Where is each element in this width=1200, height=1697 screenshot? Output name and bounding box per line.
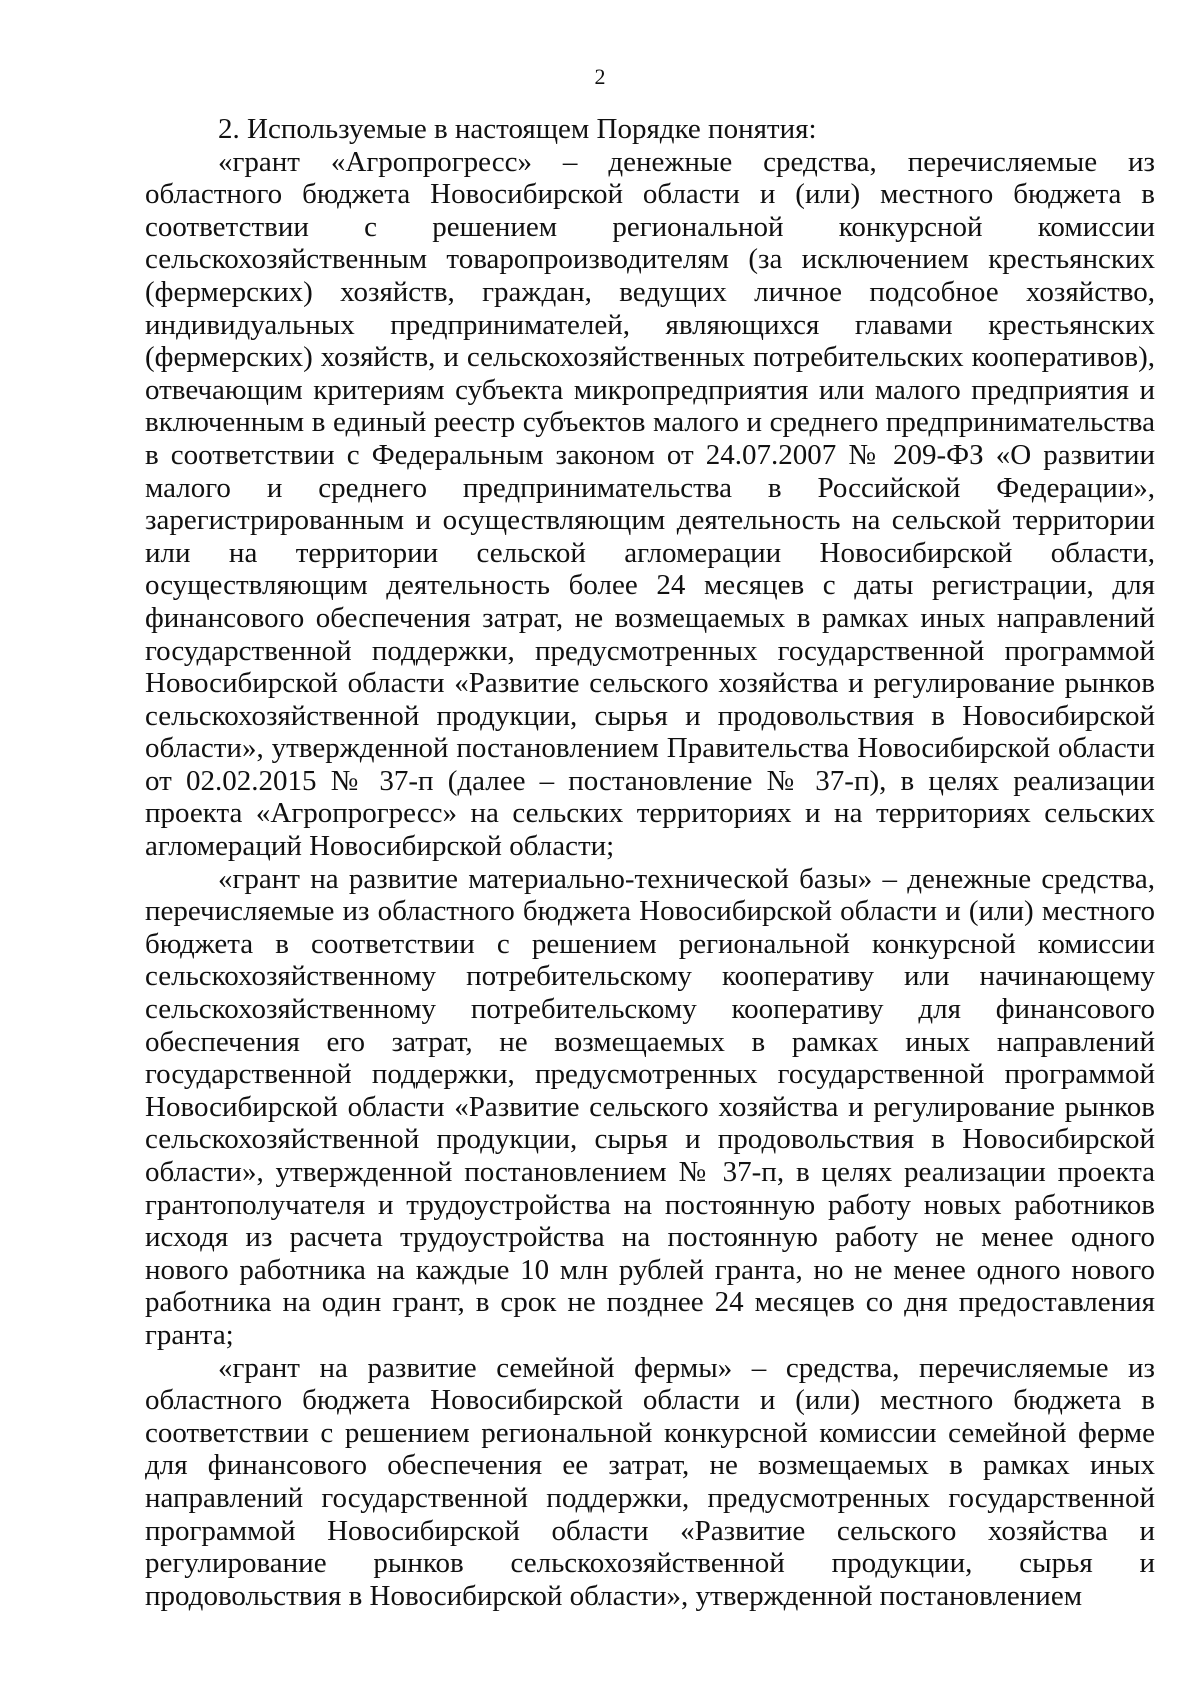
document-body — [145, 113, 1155, 1612]
definition-family-farm-grant: «грант на развитие семейной фермы» – средства, перечисляемые из областного бюджета Новосибирской области и (или) местного бюджета в соответствии с решением региональной конкурсной комиссии семейной ферме для финансового обеспечения ее затрат, не возмещаемых в рамках иных направлений государственной поддержки, предусмотренных государственной программой Новосибирской области «Развитие сельского хозяйства и регулирование рынков сельскохозяйственной продукции, сырья и продовольствия в Новосибирской области», утвержденной постановлением — [145, 1351, 1155, 1612]
section-heading: 2. Используемые в настоящем Порядке понятия: — [218, 113, 817, 145]
definition-material-base-grant: «грант на развитие материально-технической базы» – денежные средства, перечисляемые из областного бюджета Новосибирской области и (или) местного бюджета в соответствии с решением региональной конкурсной комиссии сельскохозяйственному потребительскому кооперативу или начинающему сельскохозяйственному потребительскому кооперативу для финансового обеспечения его затрат, не возмещаемых в рамках иных направлений государственной поддержки, предусмотренных государственной программой Новосибирской области «Развитие сельского хозяйства и регулирование рынков сельскохозяйственной продукции, сырья и продовольствия в Новосибирской области», утвержденной постановлением № 37-п, в целях реализации проекта грантополучателя и трудоустройства на постоянную работу новых работников исходя из расчета трудоустройства на постоянную работу не менее одного нового работника на каждые 10 млн рублей гранта, но не менее одного нового работника на один грант, в срок не позднее 24 месяцев со дня предоставления гранта; — [145, 862, 1155, 1351]
definition-agroprogress-grant: «грант «Агропрогресс» – денежные средства, перечисляемые из областного бюджета Новосибирской области и (или) местного бюджета в соответствии с решением региональной конкурсной комиссии сельскохозяйственным товаропроизводителям (за исключением крестьянских (фермерских) хозяйств, граждан, ведущих личное подсобное хозяйство, индивидуальных предпринимателей, являющихся главами крестьянских (фермерских) хозяйств, и сельскохозяйственных потребительских кооперативов), отвечающим критериям субъекта микропредприятия или малого предприятия и включенным в единый реестр субъектов малого и среднего предпринимательства в соответствии с Федеральным законом от 24.07.2007 № 209-ФЗ «О развитии малого и среднего предпринимательства в Российской Федерации», зарегистрированным и осуществляющим деятельность на сельской территории или на территории сельской агломерации Новосибирской области, осуществляющим деятельность более 24 месяцев с даты регистрации, для финансового обеспечения затрат, не возмещаемых в рамках иных направлений государственной поддержки, предусмотренных государственной программой Новосибирской области «Развитие сельского хозяйства и регулирование рынков сельскохозяйственной продукции, сырья и продовольствия в Новосибирской области», утвержденной постановлением Правительства Новосибирской области от 02.02.2015 № 37-п (далее – постановление № 37-п), в целях реализации проекта «Агропрогресс» на сельских территориях и на территориях сельских агломераций Новосибирской области; — [145, 145, 1155, 863]
page-number: 2 — [594, 64, 606, 89]
